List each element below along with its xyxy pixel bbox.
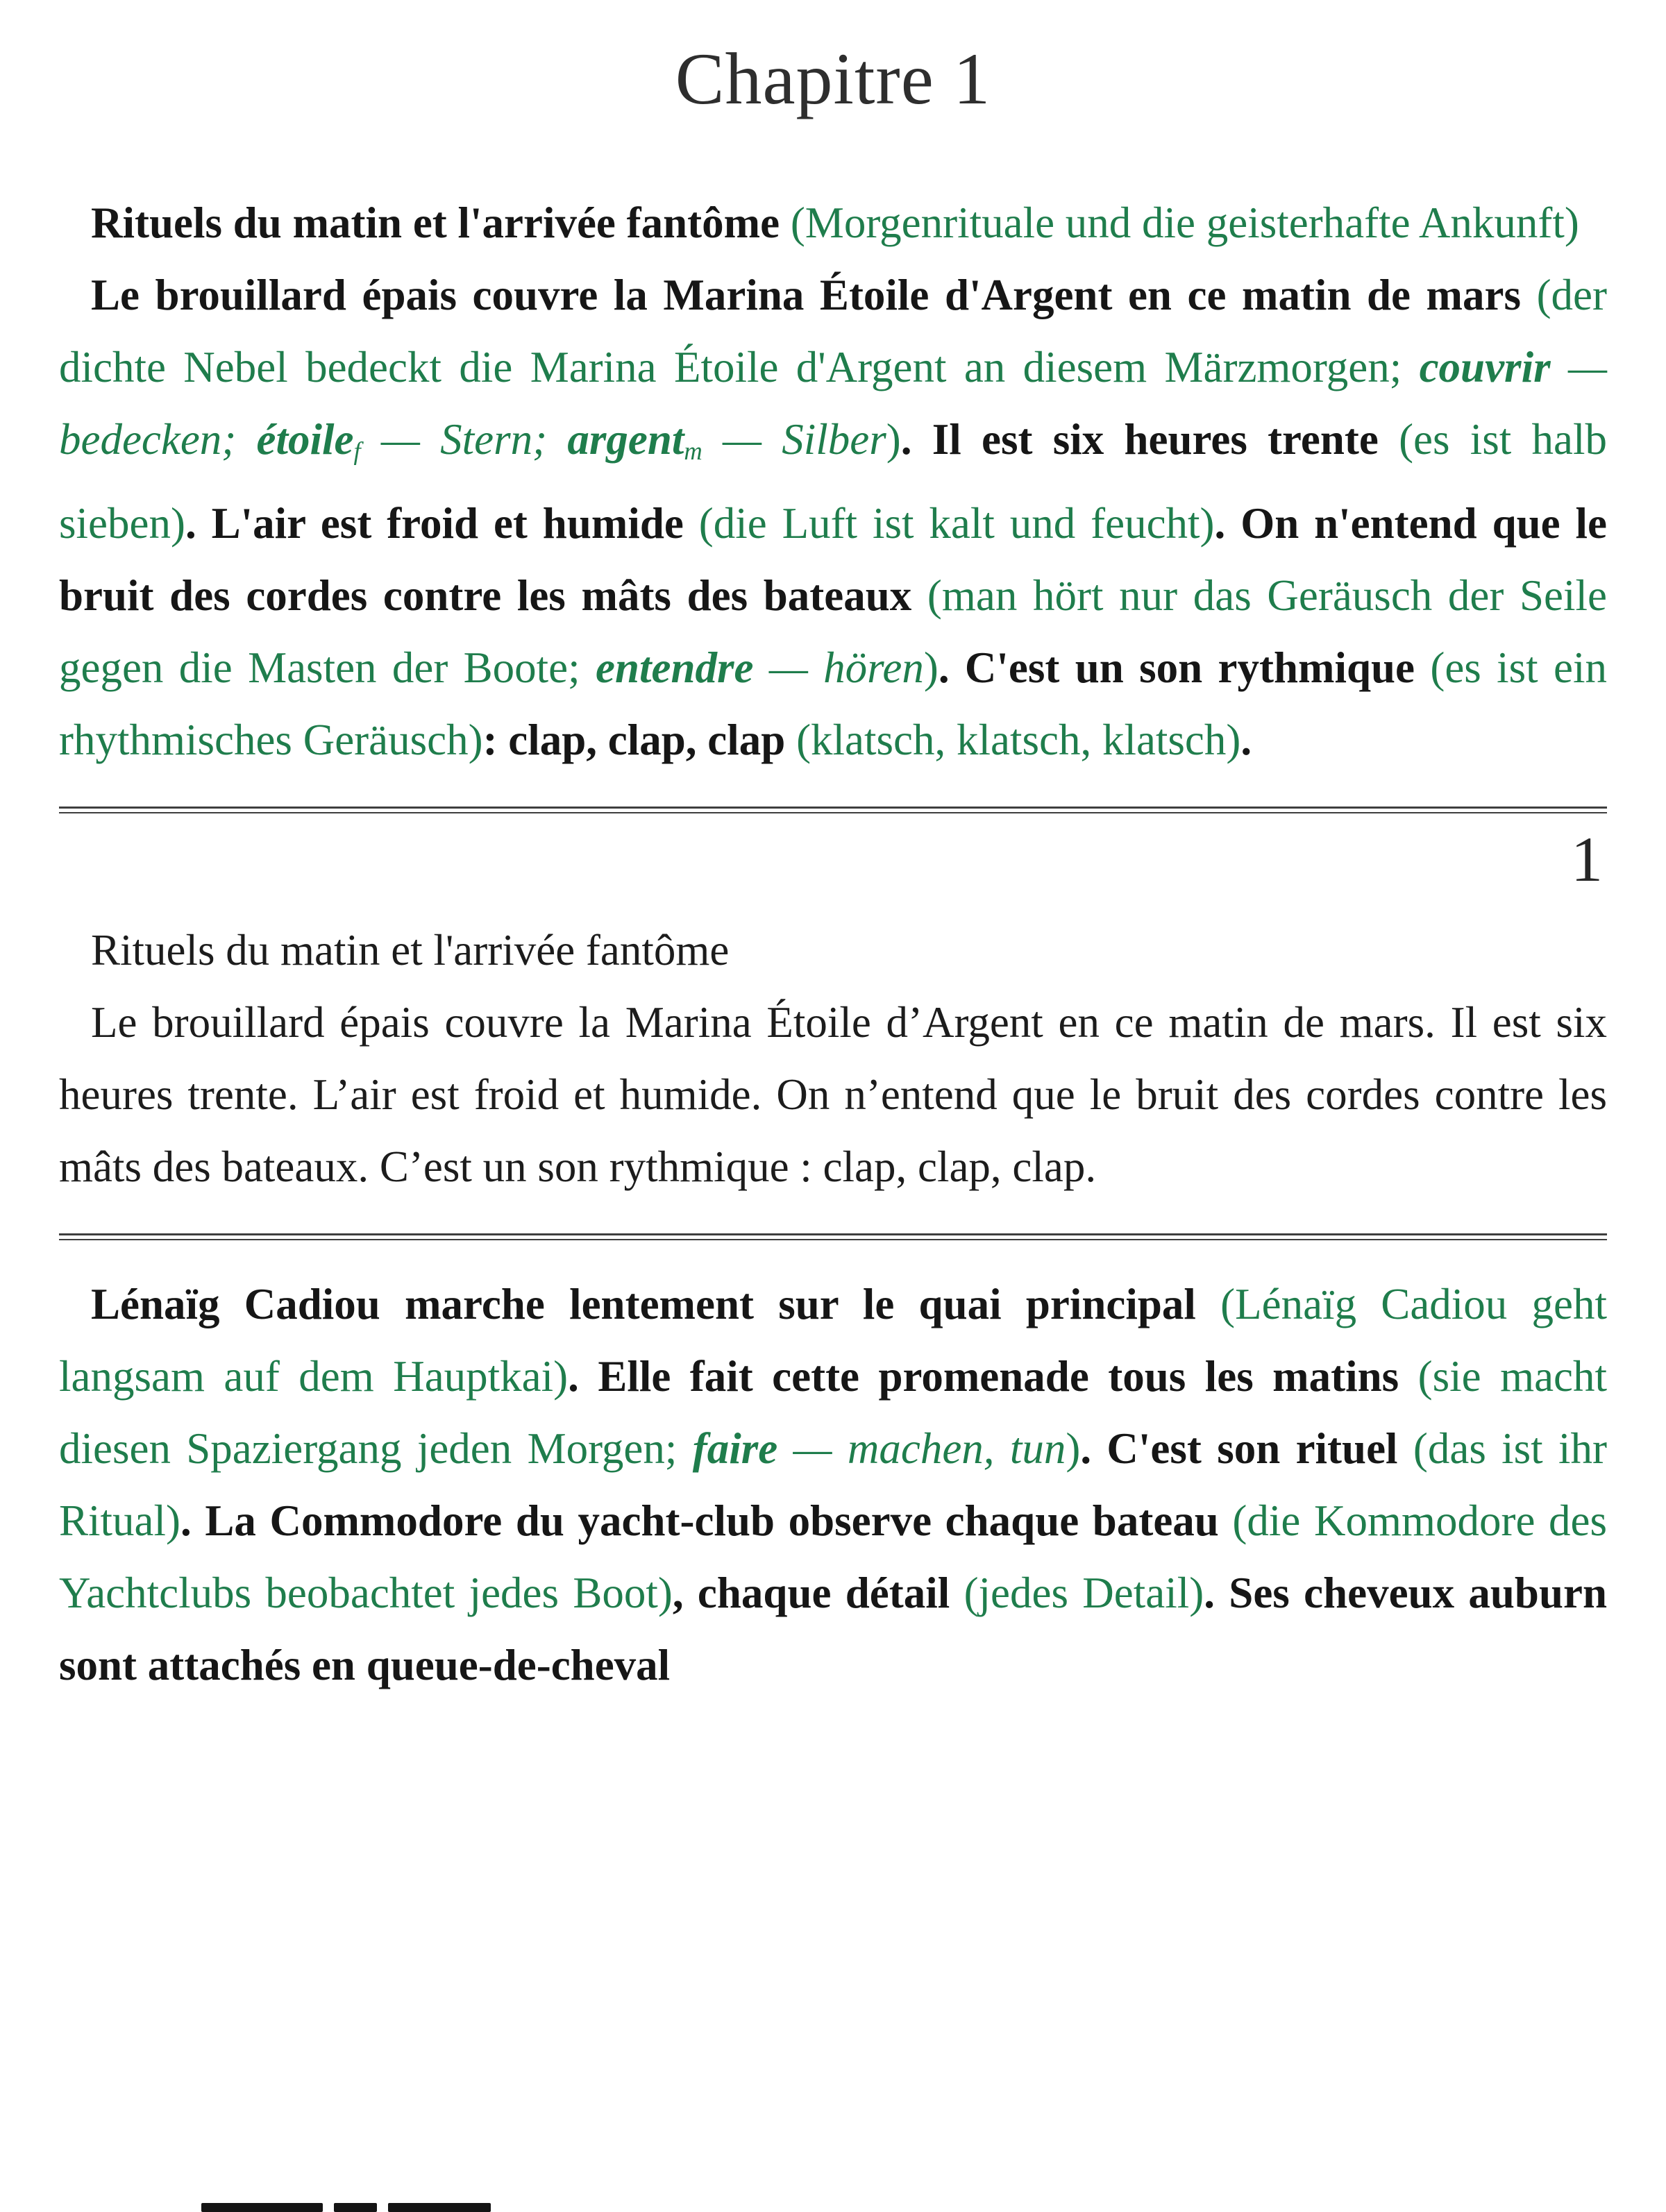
section-number: 1: [1571, 823, 1603, 895]
body-paragraph-bilingual: [59, 1268, 1607, 1701]
vocab-term: entendre: [596, 643, 754, 692]
gender-subscript: f: [353, 436, 361, 465]
german-gloss-segment: — hören: [753, 643, 924, 692]
french-text-segment: . Ses cheveux auburn sont attachés en queue-de-cheval: [59, 1569, 1607, 1690]
german-translation-segment: ): [886, 414, 901, 464]
vocab-term: faire: [692, 1424, 778, 1474]
german-gloss-segment: — Silber: [702, 414, 886, 464]
cutoff-text-fragment: [201, 2203, 491, 2212]
german-translation-segment: (der dichte Nebel bedeckt die Marina Étoile d'Argent an diesem Märzmorgen;: [59, 270, 1607, 391]
cutoff-word-fragment: [334, 2203, 377, 2212]
german-translation-segment: (Morgenrituale und die geisterhafte Ankunft): [790, 198, 1579, 247]
plain-heading-line: Rituels du matin et l'arrivée fantôme: [91, 926, 730, 975]
french-text-segment: . On n'entend que le bruit des cordes contre les mâts des bateaux: [59, 498, 1607, 620]
german-gloss-segment: — Stern;: [360, 414, 568, 464]
german-gloss-segment: — bedecken;: [59, 342, 1607, 464]
vocab-term: couvrir: [1419, 342, 1551, 391]
german-translation-segment: (das ist ihr Ritual): [59, 1424, 1607, 1546]
french-text-segment: . L'air est froid et humide: [185, 498, 699, 548]
vocab-term: argent: [567, 414, 684, 464]
german-translation-segment: (klatsch, klatsch, klatsch): [796, 715, 1241, 764]
german-translation-segment: ): [1066, 1424, 1081, 1474]
german-translation-segment: (es ist ein rhythmisches Geräusch): [59, 643, 1607, 764]
german-translation-segment: (man hört nur das Geräusch der Seile gegen die Masten der Boote;: [59, 571, 1607, 692]
french-text-segment: . Il est six heures trente: [900, 414, 1399, 464]
german-translation-segment: (die Luft ist kalt und feucht): [698, 498, 1215, 548]
cutoff-word-fragment: [201, 2203, 323, 2212]
german-gloss-segment: — machen, tun: [777, 1424, 1066, 1474]
german-translation-segment: (sie macht diesen Spaziergang jeden Morgen;: [59, 1352, 1607, 1474]
french-text-segment: . Elle fait cette promenade tous les matins: [568, 1352, 1418, 1401]
german-translation-segment: ): [923, 643, 939, 692]
section-divider-bottom: [59, 1233, 1607, 1240]
intro-paragraph-bilingual: [59, 259, 1607, 776]
plain-paragraph: Le brouillard épais couvre la Marina Étoile d’Argent en ce matin de mars. Il est six heures trente. L’air est froid et humide. On n’entend que le bruit des cordes contre les mâts des bateaux. C’est un son rythmique : clap, clap, clap.: [59, 998, 1607, 1192]
german-translation-segment: (es ist halb sieben): [59, 414, 1607, 548]
german-translation-segment: (die Kommodore des Yachtclubs beobachtet jedes Boot): [59, 1496, 1607, 1618]
section-divider-top: [59, 807, 1607, 813]
french-text-segment: .: [1240, 715, 1252, 764]
french-text-segment: Rituels du matin et l'arrivée fantôme: [91, 198, 791, 247]
french-text-segment: Le brouillard épais couvre la Marina Étoile d'Argent en ce matin de mars: [91, 270, 1537, 319]
french-text-segment: . C'est son rituel: [1080, 1424, 1413, 1474]
cutoff-word-fragment: [388, 2203, 491, 2212]
german-translation-segment: (Lénaïg Cadiou geht langsam auf dem Hauptkai): [59, 1280, 1607, 1401]
french-text-segment: . La Commodore du yacht-club observe chaque bateau: [180, 1496, 1233, 1546]
chapter-title: Chapitre 1: [675, 38, 991, 119]
german-translation-segment: (jedes Detail): [964, 1569, 1204, 1618]
vocab-term: étoile: [256, 414, 354, 464]
intro-heading-paragraph: [59, 187, 1607, 259]
gender-subscript: m: [684, 436, 702, 465]
french-text-segment: Lénaïg Cadiou marche lentement sur le quai principal: [91, 1280, 1221, 1329]
french-text-segment: . C'est un son rythmique: [938, 643, 1431, 692]
french-text-segment: : clap, clap, clap: [482, 715, 797, 764]
french-text-segment: , chaque détail: [672, 1569, 964, 1618]
